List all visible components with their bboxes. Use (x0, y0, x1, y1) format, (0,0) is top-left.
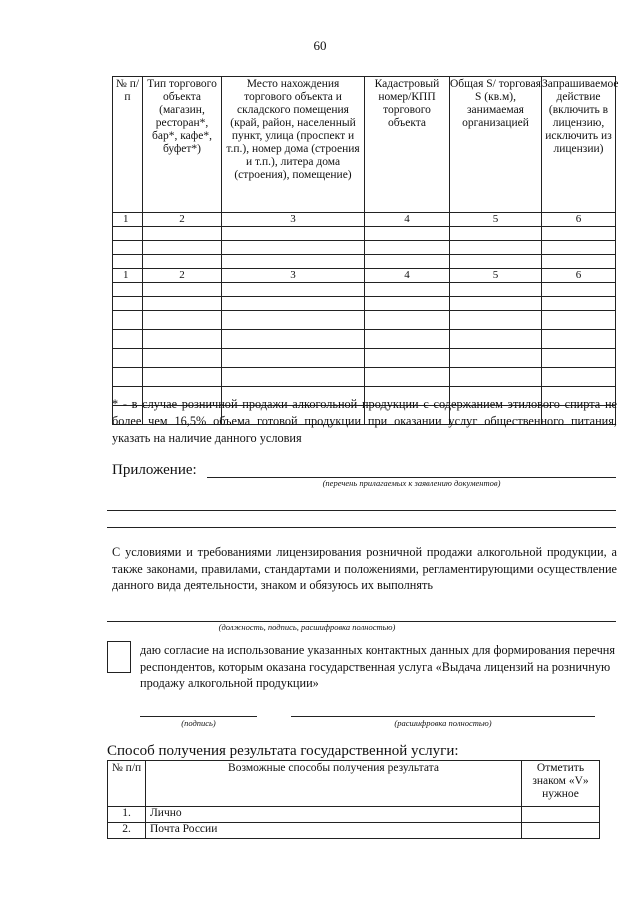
table-cell[interactable] (450, 311, 542, 330)
table-cell[interactable] (113, 241, 143, 255)
method-mark-cell[interactable] (522, 823, 600, 839)
consent-text: даю согласие на использование указанных контактных данных для формирования перечня респондентов, которым оказана государственная услуга «Выдача лицензий на розничную продажу алкогольной продукции» (140, 643, 616, 690)
table-cell[interactable] (542, 283, 616, 297)
attachment-line-3[interactable] (107, 527, 616, 528)
table-cell[interactable] (450, 255, 542, 269)
methods-header-mark: Отметить знаком «V» нужное (522, 761, 600, 807)
method-label: Лично (146, 807, 522, 823)
col-num-2: 2 (143, 213, 222, 227)
table-cell[interactable] (365, 311, 450, 330)
consent-statement (140, 642, 616, 692)
table-header-row (113, 77, 616, 213)
table-cell[interactable] (542, 241, 616, 255)
table-cell[interactable] (143, 283, 222, 297)
table-cell[interactable] (113, 311, 143, 330)
col-num-3: 3 (222, 269, 365, 283)
conditions-text: С условиями и требованиями лицензирования розничной продажи алкогольной продукции, а также законами, правилами, стандартами и положениями, регламентирующими осуществление данного вида деятельности, знаком и обязуюсь их выполнять (112, 545, 617, 592)
table-cell[interactable] (450, 227, 542, 241)
col-num-6: 6 (542, 269, 616, 283)
methods-table (107, 760, 600, 839)
table-cell[interactable] (222, 349, 365, 368)
methods-header-method: Возможные способы получения результата (146, 761, 522, 807)
table-cell[interactable] (542, 227, 616, 241)
table-cell[interactable] (143, 297, 222, 311)
table-cell[interactable] (143, 368, 222, 387)
attachment-line-2[interactable] (107, 510, 616, 511)
col-num-4: 4 (365, 213, 450, 227)
table-cell[interactable] (542, 368, 616, 387)
table-cell[interactable] (222, 311, 365, 330)
table-cell[interactable] (222, 227, 365, 241)
attachment-caption: (перечень прилагаемых к заявлению документов) (322, 478, 501, 488)
table-row (113, 311, 616, 330)
table-cell[interactable] (143, 330, 222, 349)
method-title: Способ получения результата государственной услуги: (107, 743, 459, 759)
table-cell[interactable] (222, 255, 365, 269)
col-num-6: 6 (542, 213, 616, 227)
signature-line[interactable] (140, 716, 257, 717)
table-row (113, 330, 616, 349)
column-number-row (113, 213, 616, 227)
method-mark-cell[interactable] (522, 807, 600, 823)
table-cell[interactable] (113, 255, 143, 269)
attachment-label: Приложение: (112, 462, 197, 478)
signature-decoding-caption: (расшифровка полностью) (394, 718, 492, 728)
page-number: 60 (313, 38, 327, 53)
table-cell[interactable] (542, 330, 616, 349)
table-cell[interactable] (143, 349, 222, 368)
table-cell[interactable] (365, 227, 450, 241)
conditions-signature-caption: (должность, подпись, расшифровка полностью) (218, 622, 396, 632)
table-row (113, 349, 616, 368)
table-cell[interactable] (113, 349, 143, 368)
table-cell[interactable] (143, 311, 222, 330)
col-num-1: 1 (113, 269, 143, 283)
header-object-type: Тип торгового объекта (магазин, ресторан*, бар*, кафе*, буфет*) (143, 77, 222, 213)
consent-checkbox[interactable] (107, 641, 131, 673)
signature-caption: (подпись) (181, 718, 216, 728)
table-cell[interactable] (365, 241, 450, 255)
table-cell[interactable] (143, 227, 222, 241)
col-num-1: 1 (113, 213, 143, 227)
column-number-row (113, 269, 616, 283)
table-cell[interactable] (222, 297, 365, 311)
table-row (113, 255, 616, 269)
col-num-5: 5 (450, 213, 542, 227)
header-action: Запрашиваемое действие (включить в лицензию, исключить из лицензии) (542, 77, 616, 213)
method-label: Почта России (146, 823, 522, 839)
table-cell[interactable] (450, 330, 542, 349)
col-num-3: 3 (222, 213, 365, 227)
col-num-5: 5 (450, 269, 542, 283)
table-cell[interactable] (542, 297, 616, 311)
table-cell[interactable] (542, 311, 616, 330)
table-cell[interactable] (450, 241, 542, 255)
table-cell[interactable] (222, 283, 365, 297)
signature-decoding-line[interactable] (291, 716, 595, 717)
table-row (113, 283, 616, 297)
header-location: Место нахождения торгового объекта и складского помещения (край, район, населенный пункт, улица (проспект и т.п.), номер дома (строения и т.п.), литера дома (строения), помещение) (222, 77, 365, 213)
table-cell[interactable] (222, 241, 365, 255)
header-number: № п/п (113, 77, 143, 213)
table-cell[interactable] (113, 330, 143, 349)
table-row (113, 241, 616, 255)
table-row (113, 368, 616, 387)
table-cell[interactable] (365, 349, 450, 368)
col-num-4: 4 (365, 269, 450, 283)
table-cell[interactable] (450, 283, 542, 297)
table-cell[interactable] (365, 368, 450, 387)
table-cell[interactable] (542, 255, 616, 269)
methods-header-row (108, 761, 600, 807)
table-cell[interactable] (450, 368, 542, 387)
table-cell[interactable] (113, 297, 143, 311)
table-row (113, 227, 616, 241)
method-number: 1. (108, 807, 146, 823)
table-cell[interactable] (222, 368, 365, 387)
table-cell[interactable] (365, 297, 450, 311)
table-cell[interactable] (113, 227, 143, 241)
table-cell[interactable] (113, 283, 143, 297)
table-cell[interactable] (542, 349, 616, 368)
method-row-in-person (108, 807, 600, 823)
table-cell[interactable] (365, 330, 450, 349)
table-cell[interactable] (113, 368, 143, 387)
conditions-statement (112, 544, 617, 594)
method-row-post (108, 823, 600, 839)
footnote (112, 396, 617, 447)
table-row (113, 297, 616, 311)
header-cadastral: Кадастровый номер/КПП торгового объекта (365, 77, 450, 213)
table-cell[interactable] (365, 283, 450, 297)
table-cell[interactable] (450, 297, 542, 311)
header-area: Общая S/ торговая S (кв.м), занимаемая организацией (450, 77, 542, 213)
table-cell[interactable] (222, 330, 365, 349)
methods-header-number: № п/п (108, 761, 146, 807)
col-num-2: 2 (143, 269, 222, 283)
method-number: 2. (108, 823, 146, 839)
trade-objects-table (112, 76, 619, 425)
table-cell[interactable] (143, 255, 222, 269)
table-cell[interactable] (450, 349, 542, 368)
table-cell[interactable] (365, 255, 450, 269)
table-cell[interactable] (143, 241, 222, 255)
footnote-text: * - в случае розничной продажи алкогольной продукции с содержанием этилового спирта не более чем 16,5% объема готовой продукции при оказании услуг общественного питания, указать на наличие данного условия (112, 397, 617, 445)
